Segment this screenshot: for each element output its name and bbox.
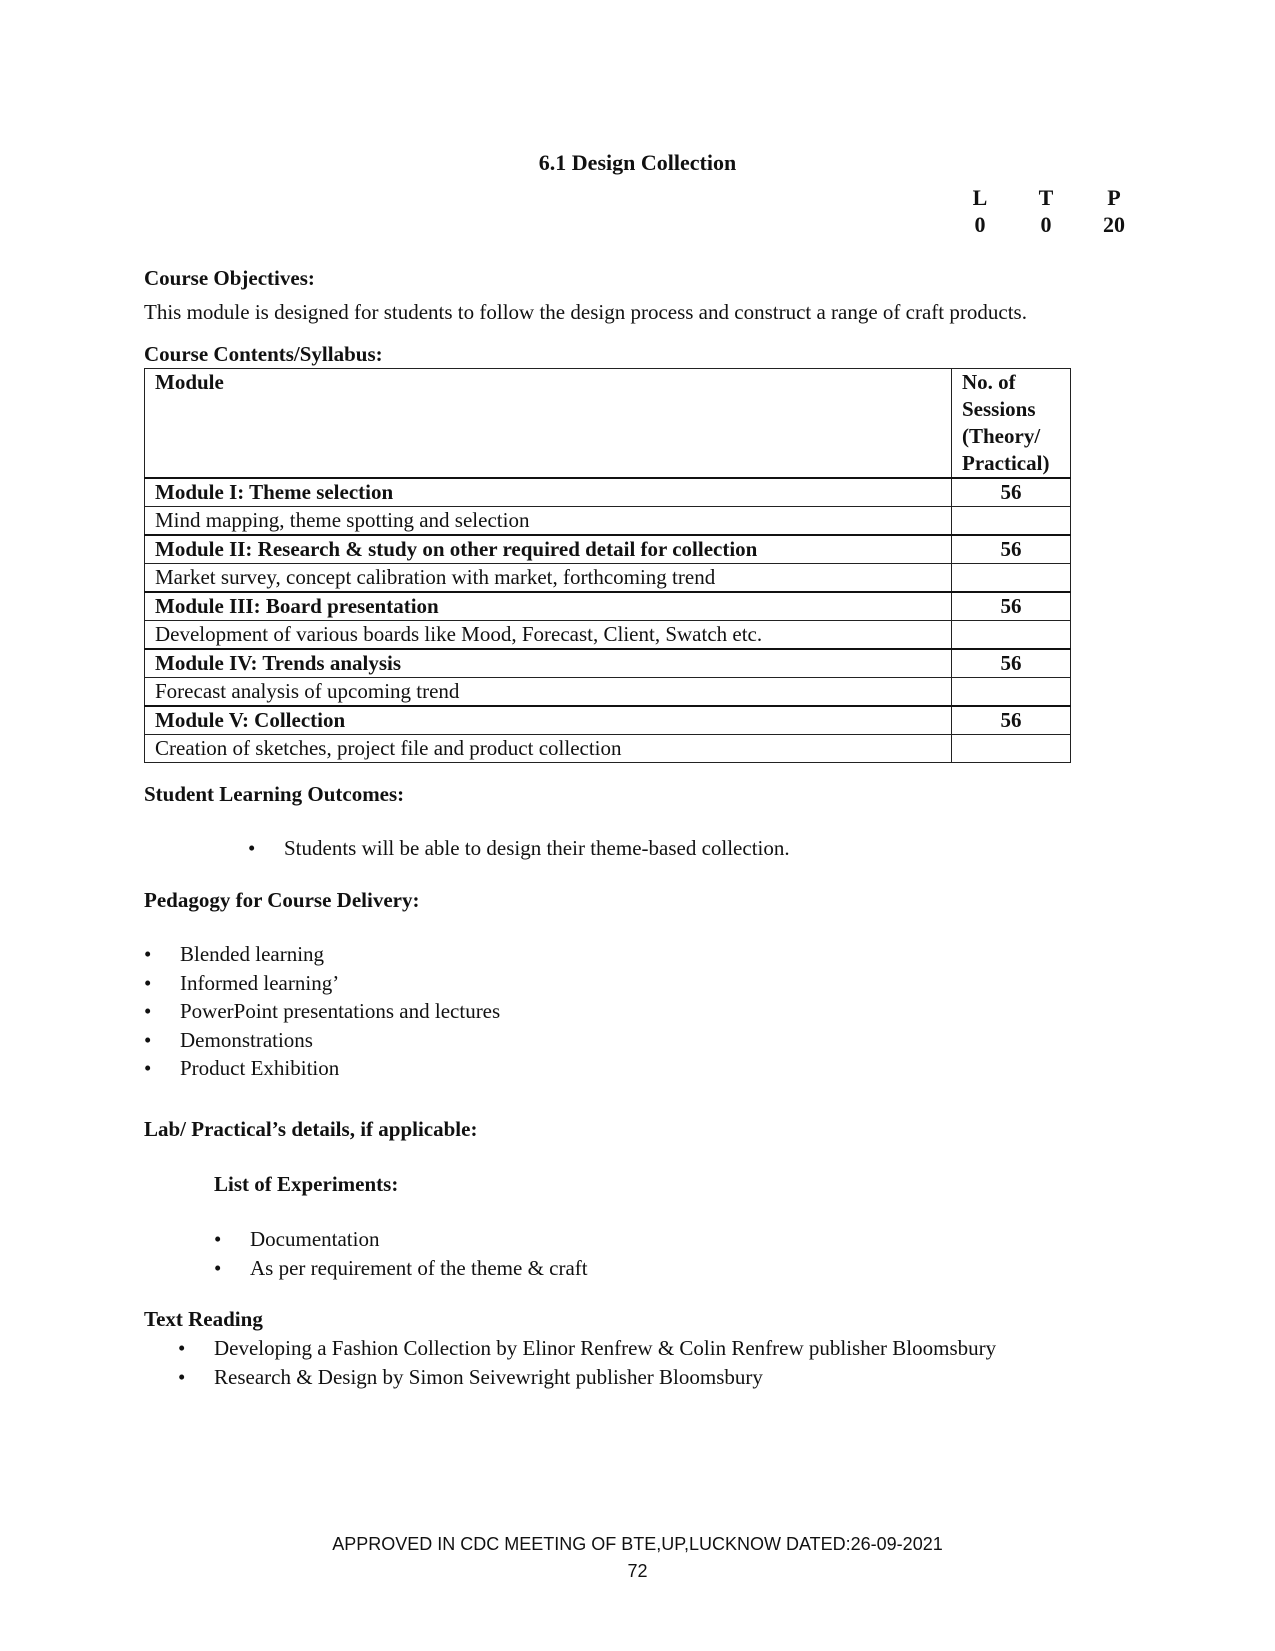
list-item: • Informed learning’ xyxy=(144,969,500,998)
course-title: 6.1 Design Collection xyxy=(538,150,737,175)
ltp-l-value: 0 xyxy=(974,212,986,237)
list-item: • Blended learning xyxy=(144,940,500,969)
table-header-row xyxy=(145,369,1071,479)
table-row xyxy=(145,649,1071,678)
table-row xyxy=(145,735,1071,763)
syllabus-table xyxy=(144,368,1071,763)
ltp-t-label: T xyxy=(1038,185,1054,210)
module-detail: Creation of sketches, project file and product collection xyxy=(145,735,952,763)
column-header-sessions: No. of Sessions (Theory/ Practical) xyxy=(952,369,1071,479)
experiments-heading: List of Experiments: xyxy=(214,1172,399,1196)
table-row xyxy=(145,706,1071,735)
module-sessions: 56 xyxy=(952,649,1071,678)
objectives-heading: Course Objectives: xyxy=(144,266,315,290)
table-row xyxy=(145,592,1071,621)
page-number: 72 xyxy=(627,1561,648,1581)
empty-cell xyxy=(952,735,1071,763)
module-title: Module III: Board presentation xyxy=(145,592,952,621)
empty-cell xyxy=(952,564,1071,593)
module-sessions: 56 xyxy=(952,706,1071,735)
experiments-list xyxy=(214,1225,588,1282)
syllabus-heading: Course Contents/Syllabus: xyxy=(144,342,383,366)
module-title: Module V: Collection xyxy=(145,706,952,735)
lab-heading: Lab/ Practical’s details, if applicable: xyxy=(144,1117,478,1141)
list-item: • Demonstrations xyxy=(144,1026,500,1055)
table-row xyxy=(145,564,1071,593)
list-item: • As per requirement of the theme & craft xyxy=(214,1254,588,1283)
list-item: • Product Exhibition xyxy=(144,1054,500,1083)
module-sessions: 56 xyxy=(952,478,1071,507)
objectives-text: This module is designed for students to follow the design process and construct a range of craft products. xyxy=(144,300,1027,324)
table-row xyxy=(145,621,1071,650)
list-item: • Documentation xyxy=(214,1225,588,1254)
module-detail: Forecast analysis of upcoming trend xyxy=(145,678,952,707)
table-row xyxy=(145,535,1071,564)
module-title: Module I: Theme selection xyxy=(145,478,952,507)
table-row xyxy=(145,678,1071,707)
list-item: • PowerPoint presentations and lectures xyxy=(144,997,500,1026)
ltp-p-value: 20 xyxy=(1103,212,1125,237)
list-item: • Research & Design by Simon Seivewright publisher Bloomsbury xyxy=(178,1363,996,1392)
module-detail: Market survey, concept calibration with market, forthcoming trend xyxy=(145,564,952,593)
list-item: • Developing a Fashion Collection by Elinor Renfrew & Colin Renfrew publisher Bloomsbury xyxy=(178,1334,996,1363)
pedagogy-list xyxy=(144,940,500,1083)
column-header-module: Module xyxy=(145,369,952,479)
ltp-l-label: L xyxy=(972,185,988,210)
module-detail: Development of various boards like Mood, Forecast, Client, Swatch etc. xyxy=(145,621,952,650)
module-sessions: 56 xyxy=(952,535,1071,564)
table-row xyxy=(145,507,1071,536)
outcomes-heading: Student Learning Outcomes: xyxy=(144,782,405,806)
empty-cell xyxy=(952,678,1071,707)
approval-footer: APPROVED IN CDC MEETING OF BTE,UP,LUCKNOW DATED:26-09-2021 xyxy=(332,1534,943,1554)
reading-heading: Text Reading xyxy=(144,1307,263,1331)
module-sessions: 56 xyxy=(952,592,1071,621)
ltp-t-value: 0 xyxy=(1040,212,1052,237)
empty-cell xyxy=(952,507,1071,536)
reading-list xyxy=(178,1334,996,1391)
list-item: • Students will be able to design their theme-based collection. xyxy=(248,834,790,863)
pedagogy-heading: Pedagogy for Course Delivery: xyxy=(144,888,420,912)
empty-cell xyxy=(952,621,1071,650)
module-detail: Mind mapping, theme spotting and selection xyxy=(145,507,952,536)
ltp-p-label: P xyxy=(1107,185,1121,210)
ltp-block xyxy=(960,185,1140,245)
module-title: Module IV: Trends analysis xyxy=(145,649,952,678)
table-row xyxy=(145,478,1071,507)
outcomes-list xyxy=(248,834,790,863)
module-title: Module II: Research & study on other required detail for collection xyxy=(145,535,952,564)
